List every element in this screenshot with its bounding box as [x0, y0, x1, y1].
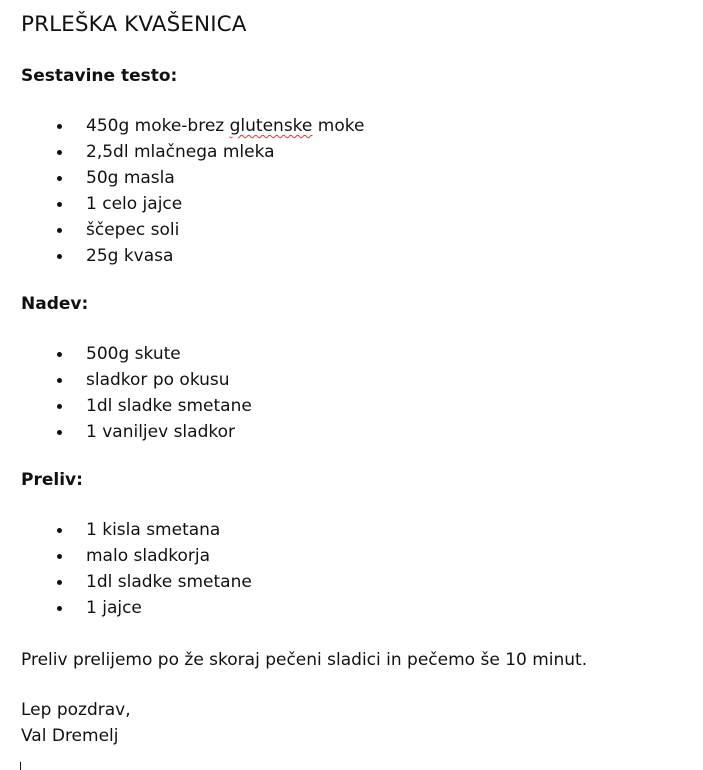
list-item	[21, 393, 691, 419]
bullet-icon	[57, 150, 62, 155]
list-item-text: 1dl sladke smetane	[86, 572, 252, 592]
list-item-text: 1 celo jajce	[86, 194, 183, 214]
list-item-text: 1 jajce	[86, 598, 142, 618]
bullet-icon	[57, 124, 62, 129]
list-item	[21, 191, 691, 217]
list-item-text: 1 kisla smetana	[86, 520, 221, 540]
text-cursor[interactable]	[20, 762, 21, 770]
bullet-icon	[57, 430, 62, 435]
list-item	[21, 569, 691, 595]
list-item	[21, 165, 691, 191]
bullet-icon	[57, 554, 62, 559]
ingredient-list-topping	[21, 517, 691, 621]
bullet-icon	[57, 254, 62, 259]
bullet-icon	[57, 352, 62, 357]
list-item	[21, 517, 691, 543]
list-item-text: 25g kvasa	[86, 246, 174, 266]
list-item-text: 1 vaniljev sladkor	[86, 422, 235, 442]
list-item	[21, 113, 691, 139]
list-item-text: 2,5dl mlačnega mleka	[86, 142, 275, 162]
list-item-text: sladkor po okusu	[86, 370, 230, 390]
list-item	[21, 243, 691, 269]
ingredient-list-filling	[21, 341, 691, 445]
list-item-text: 500g skute	[86, 344, 181, 364]
bullet-icon	[57, 378, 62, 383]
section-heading-filling: Nadev:	[21, 294, 89, 314]
list-item-text-before: 450g moke-brez	[86, 116, 230, 136]
list-item	[21, 139, 691, 165]
greeting-text: Lep pozdrav,	[21, 700, 131, 720]
bullet-icon	[57, 580, 62, 585]
section-heading-topping: Preliv:	[21, 470, 83, 490]
bullet-icon	[57, 404, 62, 409]
document-body	[21, 10, 691, 749]
bullet-icon	[57, 202, 62, 207]
ingredient-list-dough	[21, 113, 691, 269]
list-item-text: ščepec soli	[86, 220, 180, 240]
list-item	[21, 341, 691, 367]
signature-text: Val Dremelj	[21, 726, 119, 746]
list-item	[21, 367, 691, 393]
list-item	[21, 217, 691, 243]
list-item-text-after: moke	[312, 116, 365, 136]
list-item-text: 50g masla	[86, 168, 175, 188]
section-heading-dough: Sestavine testo:	[21, 66, 178, 86]
bullet-icon	[57, 528, 62, 533]
list-item-text: malo sladkorja	[86, 546, 211, 566]
bullet-icon	[57, 228, 62, 233]
spellcheck-flagged-word[interactable]: glutenske	[229, 116, 313, 136]
list-item	[21, 419, 691, 445]
list-item	[21, 543, 691, 569]
bullet-icon	[57, 606, 62, 611]
list-item	[21, 595, 691, 621]
closing-instruction: Preliv prelijemo po že skoraj pečeni sladici in pečemo še 10 minut.	[21, 650, 588, 670]
bullet-icon	[57, 176, 62, 181]
document-title: PRLEŠKA KVAŠENICA	[21, 12, 247, 37]
list-item-text: 1dl sladke smetane	[86, 396, 252, 416]
